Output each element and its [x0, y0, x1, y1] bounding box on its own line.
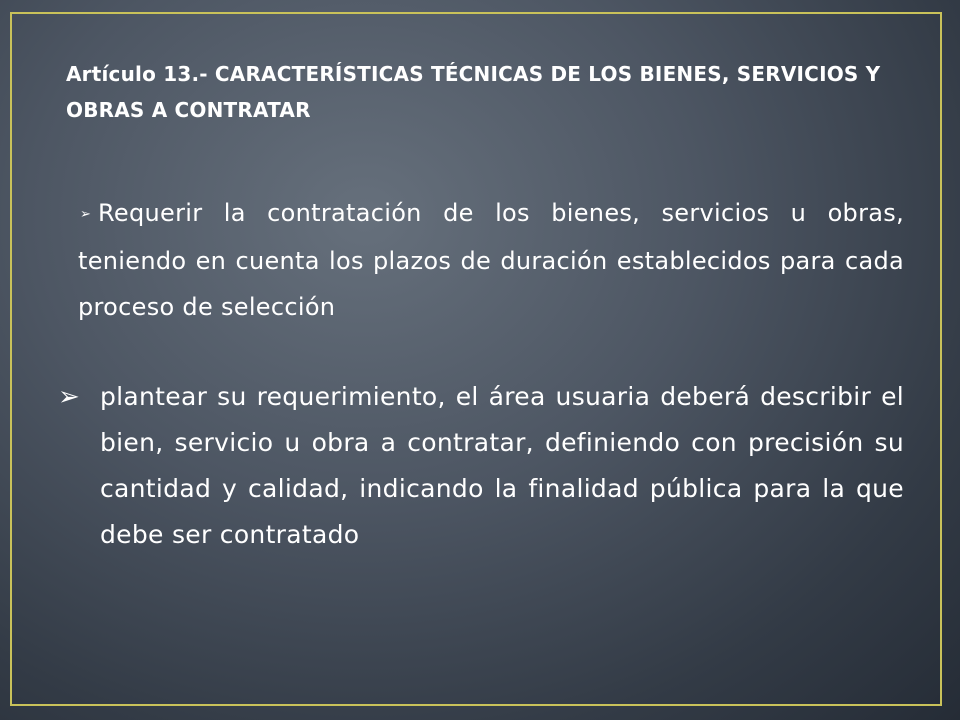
bullet-item-2	[58, 374, 904, 558]
arrow-bullet-icon: ➢	[80, 207, 92, 222]
slide-title: Artículo 13.- CARACTERÍSTICAS TÉCNICAS DE LOS BIENES, SERVICIOS Y OBRAS A CONTRATAR	[66, 62, 881, 122]
bullet-text-2: plantear su requerimiento, el área usuaria deberá describir el bien, servicio u obra a contratar, definiendo con precisión su cantidad y calidad, indicando la finalidad pública para la que debe ser contratado	[100, 382, 904, 549]
bullet-text-1: Requerir la contratación de los bienes, servicios u obras, teniendo en cuenta los plazos de duración establecidos para cada proceso de selección	[78, 199, 904, 321]
bullet-item-1	[78, 190, 904, 330]
arrow-bullet-icon: ➢	[58, 382, 81, 412]
